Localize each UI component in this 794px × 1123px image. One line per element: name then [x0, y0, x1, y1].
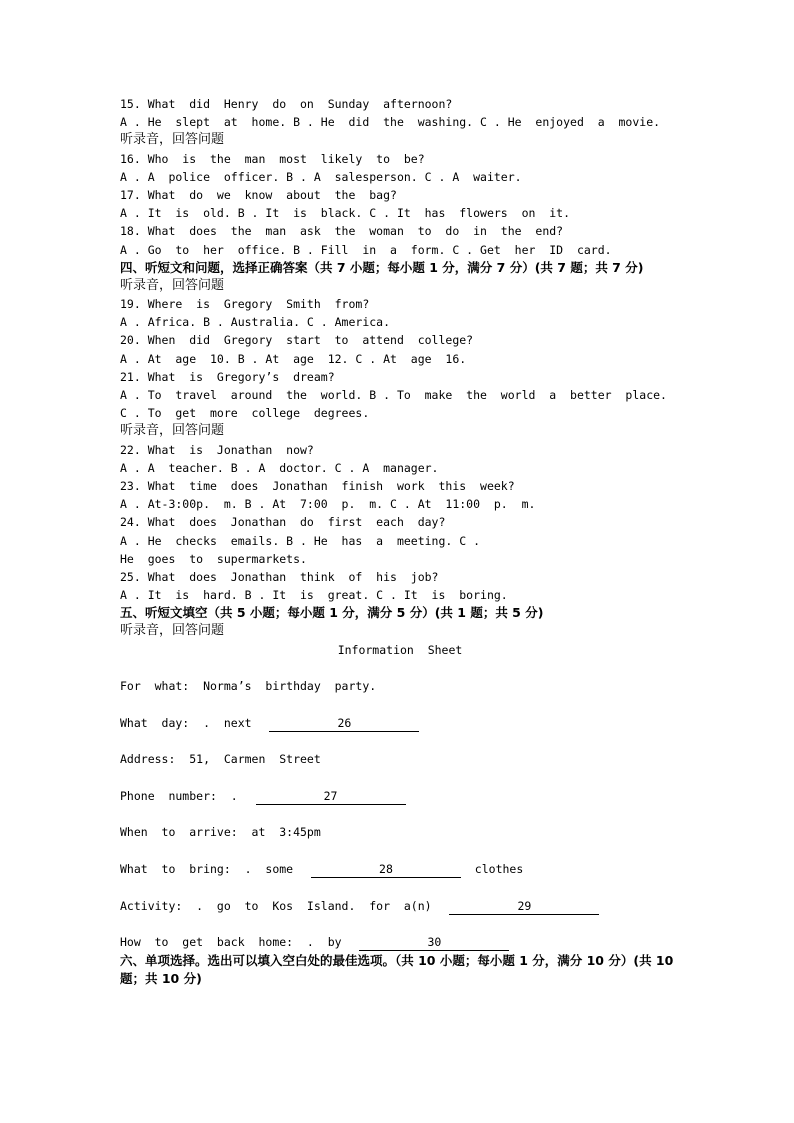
question-line: 21. What is Gregory’s dream?	[120, 369, 335, 384]
question-line: 16. Who is the man most likely to be?	[120, 151, 425, 166]
question-line: A . At age 10. B . At age 12. C . At age 16.	[120, 351, 467, 366]
question-line: 23. What time does Jonathan finish work this week?	[120, 478, 515, 493]
document-page	[120, 95, 680, 988]
sheet-row-label: What to bring: . some	[120, 861, 294, 876]
information-sheet	[120, 677, 680, 951]
sheet-row	[120, 750, 680, 768]
question-line: A . It is old. B . It is black. C . It has flowers on it.	[120, 206, 571, 221]
answer-blank-29[interactable]: 29	[449, 899, 599, 915]
answer-blank-28[interactable]: 28	[311, 862, 461, 878]
question-line: 19. Where is Gregory Smith from?	[120, 297, 370, 312]
sheet-row-label: When to arrive: at 3:45pm	[120, 825, 321, 840]
sheet-row-label: Address: 51, Carmen Street	[120, 752, 321, 767]
sheet-row-label: How to get back home: . by	[120, 935, 342, 950]
sheet-row	[120, 823, 680, 841]
answer-blank-26[interactable]: 26	[269, 716, 419, 732]
section-5-heading: 五、听短文填空（共 5 小题；每小题 1 分，满分 5 分）(共 1 题；共 5 分)	[120, 605, 544, 621]
question-line: 15. What did Henry do on Sunday afternoon?	[120, 97, 453, 111]
question-line: A . He slept at home. B . He did the washing. C . He enjoyed a movie.	[120, 115, 661, 130]
question-line: A . It is hard. B . It is great. C . It is boring.	[120, 588, 508, 603]
instruction-line: 听录音，回答问题	[120, 132, 225, 148]
instruction-line: 听录音，回答问题	[120, 423, 225, 439]
section-4-heading: 四、听短文和问题，选择正确答案（共 7 小题；每小题 1 分，满分 7 分）(共 7 题；共 7 分)	[120, 259, 644, 275]
sheet-row	[120, 933, 680, 951]
sheet-row	[120, 714, 680, 732]
question-line: 24. What does Jonathan do first each day?	[120, 515, 446, 530]
section-6-heading: 六、单项选择。选出可以填入空白处的最佳选项。（共 10 小题；每小题 1 分，满分 10 分）(共 10 题；共 10 分)	[120, 952, 674, 986]
question-line: 22. What is Jonathan now?	[120, 442, 314, 457]
answer-blank-27[interactable]: 27	[256, 789, 406, 805]
sheet-row-label: Activity: . go to Kos Island. for a(n)	[120, 898, 432, 913]
instruction-line: 听录音，回答问题	[120, 277, 225, 293]
question-line: 17. What do we know about the bag?	[120, 187, 397, 202]
question-line: A . To travel around the world. B . To make the world a better place.	[120, 388, 667, 403]
sheet-row	[120, 897, 680, 915]
question-line: A . A teacher. B . A doctor. C . A manager.	[120, 460, 439, 475]
section-5-instruction: 听录音，回答问题	[120, 623, 225, 639]
question-line: 20. When did Gregory start to attend college?	[120, 333, 474, 348]
question-line: A . He checks emails. B . He has a meeting. C .	[120, 533, 481, 548]
sheet-row	[120, 677, 680, 695]
sheet-row-suffix: clothes	[460, 861, 524, 876]
question-line: 25. What does Jonathan think of his job?	[120, 569, 439, 584]
question-line: 18. What does the man ask the woman to do in the end?	[120, 224, 564, 239]
question-line: A . Africa. B . Australia. C . America.	[120, 315, 391, 330]
listening-questions-15-18	[120, 95, 680, 259]
sheet-row-label: For what: Norma’s birthday party.	[120, 679, 377, 694]
question-line: A . Go to her office. B . Fill in a form. C . Get her ID card.	[120, 242, 612, 257]
sheet-row-label: What day: . next	[120, 715, 252, 730]
information-sheet-title: Information Sheet	[337, 642, 463, 657]
sheet-row-label: Phone number: .	[120, 788, 238, 803]
question-line: He goes to supermarkets.	[120, 551, 307, 566]
question-line: C . To get more college degrees.	[120, 406, 370, 421]
listening-questions-19-25	[120, 277, 680, 604]
question-line: A . A police officer. B . A salesperson. C . A waiter.	[120, 169, 522, 184]
answer-blank-30[interactable]: 30	[359, 935, 509, 951]
question-line: A . At-3:00p. m. B . At 7:00 p. m. C . At 11:00 p. m.	[120, 497, 536, 512]
sheet-row	[120, 860, 680, 878]
sheet-row	[120, 787, 680, 805]
